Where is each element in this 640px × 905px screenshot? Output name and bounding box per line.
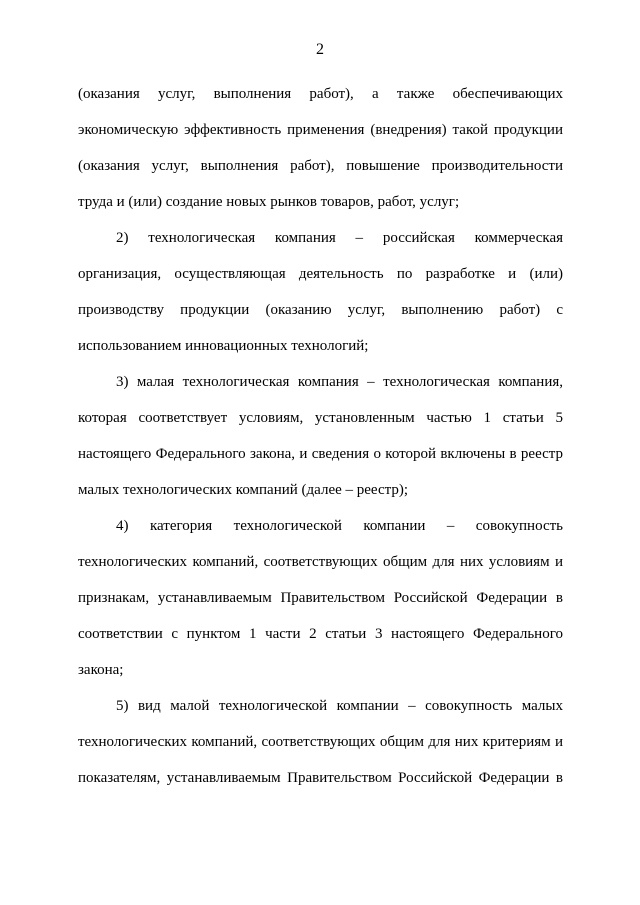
paragraph-item-3 (78, 364, 563, 508)
text-line: настоящего Федерального закона, и сведения о которой включены в реестр (78, 446, 563, 462)
text-line: 2) технологическая компания – российская коммерческая (116, 230, 563, 246)
text-line: соответствии с пунктом 1 части 2 статьи 3 настоящего Федерального (78, 626, 563, 642)
text-line: (оказания услуг, выполнения работ), повышение производительности (78, 158, 563, 174)
text-line: 4) категория технологической компании – совокупность (116, 518, 563, 534)
paragraph-item-4 (78, 508, 563, 688)
text-line: экономическую эффективность применения (внедрения) такой продукции (78, 122, 563, 138)
text-line: производству продукции (оказанию услуг, выполнению работ) с (78, 302, 563, 318)
text-line: малых технологических компаний (далее – реестр); (78, 482, 409, 498)
text-line: труда и (или) создание новых рынков товаров, работ, услуг; (78, 194, 460, 210)
page-number: 2 (316, 41, 324, 58)
text-line: (оказания услуг, выполнения работ), а также обеспечивающих (78, 86, 563, 102)
paragraph-item-5 (78, 688, 563, 796)
text-line: закона; (78, 662, 124, 678)
text-line: которая соответствует условиям, установленным частью 1 статьи 5 (78, 410, 563, 426)
text-line: показателям, устанавливаемым Правительством Российской Федерации в (78, 770, 563, 786)
text-line: 3) малая технологическая компания – технологическая компания, (116, 374, 563, 390)
document-body (78, 76, 563, 796)
paragraph-continuation (78, 76, 563, 220)
text-line: 5) вид малой технологической компании – совокупность малых (116, 698, 563, 714)
text-line: признакам, устанавливаемым Правительством Российской Федерации в (78, 590, 563, 606)
text-line: технологических компаний, соответствующих общим для них условиям и (78, 554, 563, 570)
text-line: технологических компаний, соответствующих общим для них критериям и (78, 734, 563, 750)
text-line: организация, осуществляющая деятельность по разработке и (или) (78, 266, 563, 282)
text-line: использованием инновационных технологий; (78, 338, 369, 354)
paragraph-item-2 (78, 220, 563, 364)
